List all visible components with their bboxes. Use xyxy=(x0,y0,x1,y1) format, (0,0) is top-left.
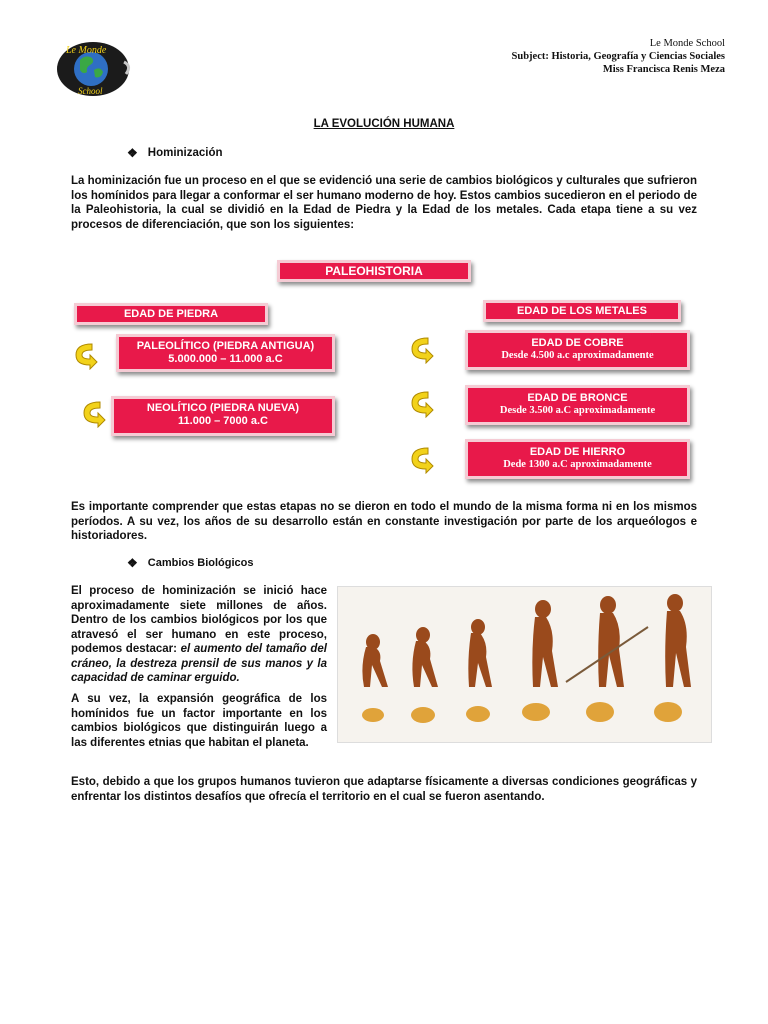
edad-piedra-box xyxy=(74,303,268,325)
paleolitico-box xyxy=(116,334,335,372)
edad-metales-box xyxy=(483,300,681,322)
cambios-paragraph-1 xyxy=(71,584,327,686)
edad-metales-label: EDAD DE LOS METALES xyxy=(517,305,647,317)
teacher-name: Miss Francisca Renis Meza xyxy=(602,64,725,75)
edad-cobre-range: Desde 4.500 a.c aproximadamente xyxy=(501,350,654,361)
page-title: LA EVOLUCIÓN HUMANA xyxy=(313,118,455,130)
note-paragraph: Es importante comprender que estas etapas no se dieron en todo el mundo de la misma forma ni en los mismos períodos. A su vez, los años de su desarrollo están en constante investigación por parte de los arqueólogos e historiadores. xyxy=(71,501,697,542)
curved-arrow-icon xyxy=(408,334,434,364)
neolitico-box xyxy=(111,396,335,436)
edad-hierro-range: Dede 1300 a.C aproximadamente xyxy=(503,459,652,470)
final-paragraph: Esto, debido a que los grupos humanos tuvieron que adaptarse físicamente a diversas condiciones geográficas y enfrentar los distintos desafíos que ofrecía el territorio en el cual se fueron asentando. xyxy=(71,776,697,803)
neolitico-range: 11.000 – 7000 a.C xyxy=(178,415,268,427)
edad-bronce-range: Desde 3.500 a.C aproximadamente xyxy=(499,405,656,416)
edad-piedra-label: EDAD DE PIEDRA xyxy=(123,308,219,320)
curved-arrow-icon xyxy=(72,340,98,370)
curved-arrow-icon xyxy=(408,444,434,474)
section-heading-cambios xyxy=(127,556,254,570)
cambios-p1-text: El proceso de hominización se inició hace aproximadamente siete millones de años. Dentro de los cambios biológicos por los que atravesó el ser humano en este proceso, podemos destacar: xyxy=(71,585,327,655)
school-logo xyxy=(56,40,134,98)
cambios-paragraph-2: A su vez, la expansión geográfica de los homínidos fue un factor importante en los cambios biológicos que distinguirán luego a las diferentes etnias que habitan el planeta. xyxy=(71,693,327,749)
edad-hierro-label: EDAD DE HIERRO xyxy=(529,446,626,458)
diagram-root-box xyxy=(277,260,471,282)
curved-arrow-icon xyxy=(408,388,434,418)
diagram-root-label: PALEOHISTORIA xyxy=(325,264,423,278)
school-name: Le Monde School xyxy=(649,38,725,49)
logo-text-bottom: School xyxy=(78,86,103,96)
paleolitico-label: PALEOLÍTICO (PIEDRA ANTIGUA) xyxy=(136,340,315,352)
intro-paragraph: La hominización fue un proceso en el que se evidenció una serie de cambios biológicos y culturales que sufrieron los homínidos para llegar a conformar el ser humano moderno de hoy. Estos cambios sucedieron en el periodo de la Paleohistoria, la cual se dividió en la Edad de Piedra y la Edad de los metales. Cada etapa tiene a su vez procesos de diferenciación, que son los siguientes: xyxy=(71,175,697,231)
paleolitico-range: 5.000.000 – 11.000 a.C xyxy=(168,353,283,365)
diamond-bullet-icon: ❖ xyxy=(127,146,138,160)
subject-line: Subject: Historia, Geografía y Ciencias Sociales xyxy=(511,51,725,62)
section-heading-text: Cambios Biológicos xyxy=(147,557,254,569)
edad-bronce-box xyxy=(465,385,690,425)
section-heading-text: Hominización xyxy=(147,147,223,159)
curved-arrow-icon xyxy=(80,398,106,428)
document-header xyxy=(512,37,725,76)
logo-text-top: Le Monde xyxy=(66,45,107,56)
edad-hierro-box xyxy=(465,439,690,479)
edad-cobre-label: EDAD DE COBRE xyxy=(531,337,624,349)
edad-bronce-label: EDAD DE BRONCE xyxy=(527,392,628,404)
section-heading-hominizacion xyxy=(127,146,223,160)
human-evolution-image xyxy=(337,586,712,743)
edad-cobre-box xyxy=(465,330,690,370)
cambios-p1-italic: el aumento del tamaño del cráneo, la destreza prensil de sus manos y la capacidad de caminar erguido. xyxy=(71,643,327,684)
diamond-bullet-icon: ❖ xyxy=(127,556,138,570)
neolitico-label: NEOLÍTICO (PIEDRA NUEVA) xyxy=(146,402,300,414)
